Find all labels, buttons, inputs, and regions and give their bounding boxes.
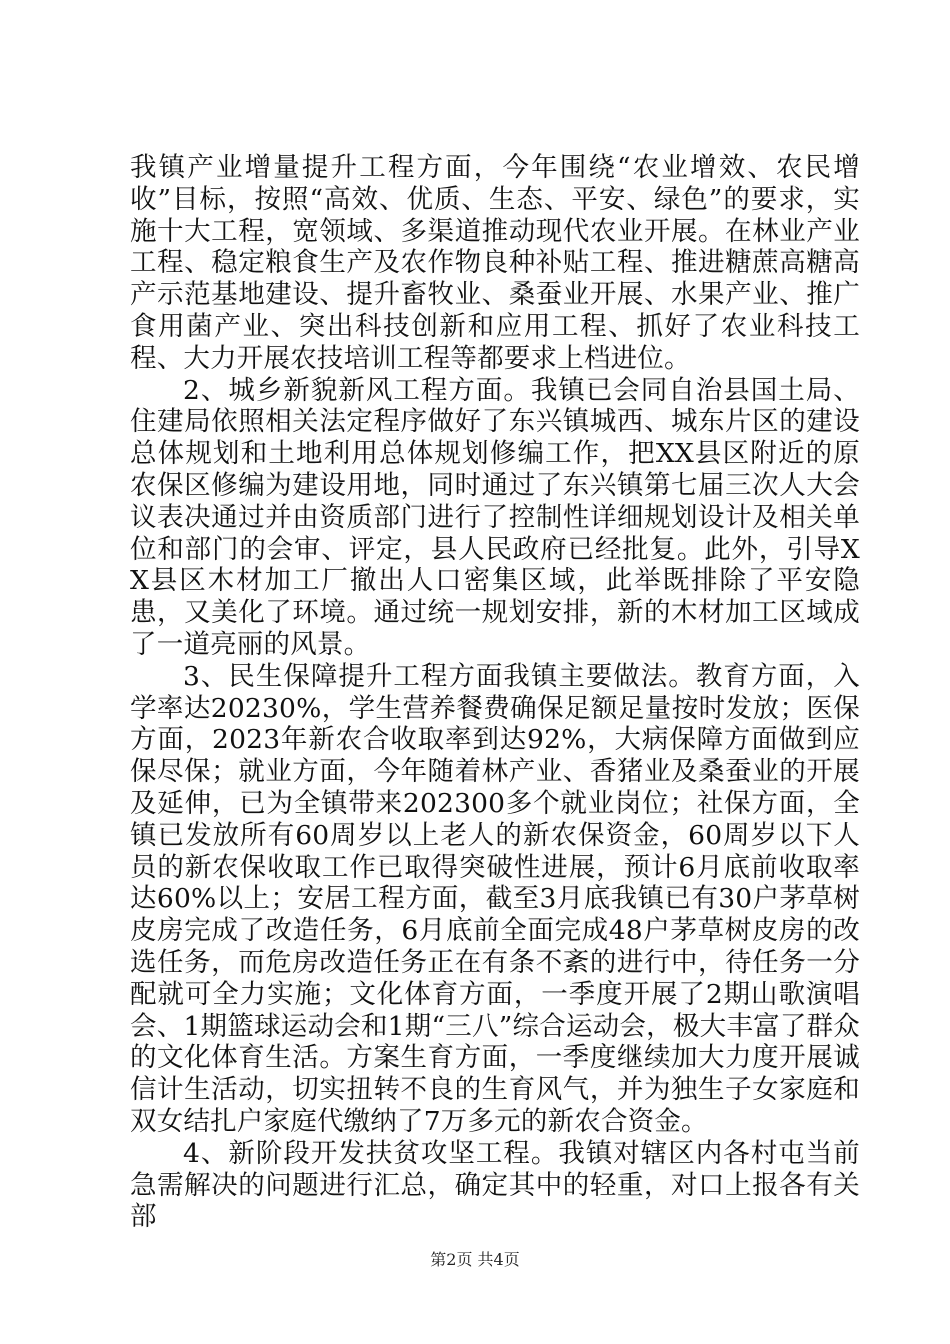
paragraph-industry: 我镇产业增量提升工程方面，今年围绕“农业增效、农民增收”目标，按照“高效、优质、生态、平安、绿色”的要求，实施十大工程，宽领域、多渠道推动现代农业开展。在林业产业工程、稳定粮食生产及农作物良种补贴工程、推进糖蔗高糖高产示范基地建设、提升畜牧业、桑蚕业开展、水果产业、推广食用菌产业、突出科技创新和应用工程、抓好了农业科技工程、大力开展农技培训工程等都要求上档进位。 [130, 152, 860, 374]
page-footer: 第2页 共4页 [430, 1250, 520, 1269]
body-text [130, 152, 860, 1233]
paragraph-poverty-alleviation: 4、新阶段开发扶贫攻坚工程。我镇对辖区内各村屯当前急需解决的问题进行汇总，确定其中的轻重，对口上报各有关部 [130, 1137, 860, 1233]
paragraph-urban-rural: 2、城乡新貌新风工程方面。我镇已会同自治县国土局、住建局依照相关法定程序做好了东兴镇城西、城东片区的建设总体规划和土地利用总体规划修编工作，把XX县区附近的原农保区修编为建设用地，同时通过了东兴镇第七届三次人大会议表决通过并由资质部门进行了控制性详细规划设计及相关单位和部门的会审、评定，县人民政府已经批复。此外，引导XX县区木材加工厂撤出人口密集区域，此举既排除了平安隐患，又美化了环境。通过统一规划安排，新的木材加工区域成了一道亮丽的风景。 [130, 374, 860, 660]
paragraph-livelihood: 3、民生保障提升工程方面我镇主要做法。教育方面，入学率达20230%，学生营养餐费确保足额足量按时发放；医保方面，2023年新农合收取率到达92%，大病保障方面做到应保尽保；就业方面，今年随着林产业、香猪业及桑蚕业的开展及延伸，已为全镇带来202300多个就业岗位；社保方面，全镇已发放所有60周岁以上老人的新农保资金，60周岁以下人员的新农保收取工作已取得突破性进展，预计6月底前收取率达60%以上；安居工程方面，截至3月底我镇已有30户茅草树皮房完成了改造任务，6月底前全面完成48户茅草树皮房的改选任务，而危房改造任务正在有条不紊的进行中，待任务一分配就可全力实施；文化体育方面，一季度开展了2期山歌演唱会、1期篮球运动会和1期“三八”综合运动会，极大丰富了群众的文化体育生活。方案生育方面，一季度继续加大力度开展诚信计生活动，切实扭转不良的生育风气，并为独生子女家庭和双女结扎户家庭代缴纳了7万多元的新农合资金。 [130, 660, 860, 1137]
